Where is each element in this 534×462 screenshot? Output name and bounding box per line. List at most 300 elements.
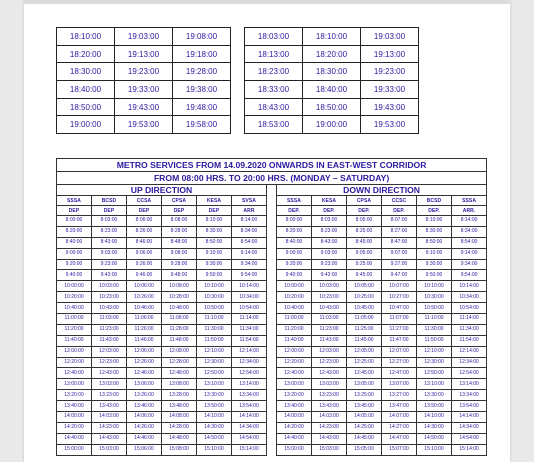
- top-right-timetable: [244, 27, 419, 134]
- down-type-header: DEP.: [312, 206, 347, 216]
- up-time-cell: 13:46:00: [127, 401, 162, 412]
- up-time-cell: 13:40:00: [57, 401, 92, 412]
- down-time-cell: 13:03:00: [312, 379, 347, 390]
- up-time-cell: 12:40:00: [57, 368, 92, 379]
- down-time-cell: 10:07:00: [382, 281, 417, 292]
- down-time-cell: 13:00:00: [277, 379, 312, 390]
- table-row: [57, 390, 487, 401]
- up-time-cell: 10:40:00: [57, 303, 92, 314]
- up-time-cell: 11:00:00: [57, 314, 92, 325]
- timetable-cell: 19:23:00: [115, 63, 173, 81]
- down-time-cell: 12:43:00: [312, 368, 347, 379]
- down-time-cell: 9:10:00: [417, 248, 452, 259]
- up-time-cell: 14:30:00: [197, 422, 232, 433]
- direction-gap: [267, 185, 277, 196]
- timetable-row: [245, 81, 419, 99]
- timetable-row: [57, 81, 231, 99]
- down-time-cell: 8:27:00: [382, 226, 417, 237]
- up-time-cell: 8:54:00: [232, 237, 267, 248]
- up-time-cell: 9:40:00: [57, 270, 92, 281]
- direction-gap: [267, 390, 277, 401]
- down-type-header: DEP.: [417, 206, 452, 216]
- up-time-cell: 8:40:00: [57, 237, 92, 248]
- timetable-row: [57, 98, 231, 116]
- up-time-cell: 8:28:00: [162, 226, 197, 237]
- up-time-cell: 10:48:00: [162, 303, 197, 314]
- up-time-cell: 13:20:00: [57, 390, 92, 401]
- up-time-cell: 13:30:00: [197, 390, 232, 401]
- direction-gap: [267, 368, 277, 379]
- down-time-cell: 15:10:00: [417, 444, 452, 455]
- down-time-cell: 10:50:00: [417, 303, 452, 314]
- down-time-cell: 8:07:00: [382, 216, 417, 227]
- down-time-cell: 11:23:00: [312, 324, 347, 335]
- table-row: [57, 335, 487, 346]
- up-time-cell: 11:50:00: [197, 335, 232, 346]
- down-time-cell: 9:40:00: [277, 270, 312, 281]
- up-time-cell: 9:10:00: [197, 248, 232, 259]
- down-time-cell: 12:45:00: [347, 368, 382, 379]
- down-time-cell: 13:40:00: [277, 401, 312, 412]
- timetable-cell: 19:03:00: [115, 28, 173, 46]
- table-row: [57, 346, 487, 357]
- direction-gap: [267, 444, 277, 455]
- up-type-header: DEP: [92, 206, 127, 216]
- up-time-cell: 9:28:00: [162, 259, 197, 270]
- timetable-cell: 19:28:00: [173, 63, 231, 81]
- down-time-cell: 8:05:00: [347, 216, 382, 227]
- down-time-cell: 11:27:00: [382, 324, 417, 335]
- down-time-cell: 14:43:00: [312, 433, 347, 444]
- up-time-cell: 8:34:00: [232, 226, 267, 237]
- down-time-cell: 14:23:00: [312, 422, 347, 433]
- timetable-cell: 18:43:00: [245, 98, 303, 116]
- up-time-cell: 10:28:00: [162, 292, 197, 303]
- down-time-cell: 13:45:00: [347, 401, 382, 412]
- up-time-cell: 11:06:00: [127, 314, 162, 325]
- down-time-cell: 15:03:00: [312, 444, 347, 455]
- table-row: [57, 412, 487, 423]
- up-time-cell: 10:54:00: [232, 303, 267, 314]
- down-time-cell: 10:20:00: [277, 292, 312, 303]
- up-type-header: ARR: [232, 206, 267, 216]
- timetable-cell: 19:53:00: [115, 116, 173, 134]
- down-time-cell: 11:00:00: [277, 314, 312, 325]
- up-time-cell: 13:23:00: [92, 390, 127, 401]
- up-time-cell: 12:30:00: [197, 357, 232, 368]
- up-time-cell: 14:50:00: [197, 433, 232, 444]
- timetable-cell: 19:00:00: [303, 116, 361, 134]
- table-row: [57, 292, 487, 303]
- table-row: [57, 303, 487, 314]
- down-time-cell: 11:40:00: [277, 335, 312, 346]
- timetable-cell: 18:30:00: [303, 63, 361, 81]
- down-time-cell: 13:25:00: [347, 390, 382, 401]
- up-time-cell: 11:14:00: [232, 314, 267, 325]
- up-time-cell: 13:48:00: [162, 401, 197, 412]
- down-time-cell: 15:07:00: [382, 444, 417, 455]
- down-time-cell: 13:30:00: [417, 390, 452, 401]
- down-time-cell: 14:27:00: [382, 422, 417, 433]
- down-time-cell: 14:25:00: [347, 422, 382, 433]
- up-type-header: DEP: [127, 206, 162, 216]
- up-time-cell: 8:08:00: [162, 216, 197, 227]
- up-time-cell: 12:48:00: [162, 368, 197, 379]
- table-row: [57, 314, 487, 325]
- up-time-cell: 10:43:00: [92, 303, 127, 314]
- timetable-cell: 18:40:00: [303, 81, 361, 99]
- down-time-cell: 8:45:00: [347, 237, 382, 248]
- up-time-cell: 9:26:00: [127, 259, 162, 270]
- up-time-cell: 12:28:00: [162, 357, 197, 368]
- up-station-header: CCSA: [127, 196, 162, 206]
- down-time-cell: 12:10:00: [417, 346, 452, 357]
- timetable-row: [57, 116, 231, 134]
- up-time-cell: 8:23:00: [92, 226, 127, 237]
- table-row: [57, 216, 487, 227]
- down-time-cell: 12:05:00: [347, 346, 382, 357]
- up-time-cell: 8:26:00: [127, 226, 162, 237]
- up-time-cell: 9:50:00: [197, 270, 232, 281]
- direction-gap: [267, 324, 277, 335]
- down-time-cell: 9:03:00: [312, 248, 347, 259]
- up-time-cell: 13:10:00: [197, 379, 232, 390]
- down-time-cell: 14:00:00: [277, 412, 312, 423]
- up-time-cell: 9:00:00: [57, 248, 92, 259]
- down-time-cell: 11:05:00: [347, 314, 382, 325]
- direction-gap: [267, 412, 277, 423]
- down-time-cell: 11:25:00: [347, 324, 382, 335]
- up-time-cell: 15:03:00: [92, 444, 127, 455]
- down-time-cell: 13:14:00: [452, 379, 487, 390]
- up-time-cell: 8:30:00: [197, 226, 232, 237]
- timetable-row: [57, 63, 231, 81]
- down-time-cell: 13:10:00: [417, 379, 452, 390]
- up-time-cell: 14:54:00: [232, 433, 267, 444]
- direction-gap: [267, 196, 277, 206]
- down-time-cell: 8:30:00: [417, 226, 452, 237]
- direction-gap: [267, 226, 277, 237]
- up-time-cell: 8:06:00: [127, 216, 162, 227]
- timetable-cell: 19:58:00: [173, 116, 231, 134]
- table-header-row: [57, 196, 487, 206]
- up-time-cell: 8:14:00: [232, 216, 267, 227]
- up-time-cell: 14:46:00: [127, 433, 162, 444]
- down-time-cell: 8:34:00: [452, 226, 487, 237]
- down-station-header: SSSA: [277, 196, 312, 206]
- up-time-cell: 8:43:00: [92, 237, 127, 248]
- up-station-header: KESA: [197, 196, 232, 206]
- up-time-cell: 11:43:00: [92, 335, 127, 346]
- up-type-header: DEP: [197, 206, 232, 216]
- down-time-cell: 10:00:00: [277, 281, 312, 292]
- up-type-header: DEP: [57, 206, 92, 216]
- direction-gap: [267, 259, 277, 270]
- down-type-header: DEP.: [382, 206, 417, 216]
- table-header-row: [57, 206, 487, 216]
- direction-gap: [267, 357, 277, 368]
- down-time-cell: 14:50:00: [417, 433, 452, 444]
- table-row: [57, 237, 487, 248]
- up-time-cell: 12:14:00: [232, 346, 267, 357]
- timetable-cell: 19:13:00: [361, 45, 419, 63]
- down-time-cell: 12:50:00: [417, 368, 452, 379]
- down-time-cell: 12:34:00: [452, 357, 487, 368]
- timetable-cell: 19:43:00: [361, 98, 419, 116]
- down-time-cell: 10:34:00: [452, 292, 487, 303]
- up-time-cell: 9:46:00: [127, 270, 162, 281]
- down-time-cell: 8:10:00: [417, 216, 452, 227]
- down-time-cell: 9:30:00: [417, 259, 452, 270]
- up-time-cell: 8:00:00: [57, 216, 92, 227]
- up-time-cell: 11:10:00: [197, 314, 232, 325]
- up-time-cell: 8:03:00: [92, 216, 127, 227]
- table-row: [57, 433, 487, 444]
- direction-gap: [267, 401, 277, 412]
- up-direction-label: UP DIRECTION: [57, 185, 267, 196]
- up-time-cell: 10:00:00: [57, 281, 92, 292]
- up-time-cell: 12:43:00: [92, 368, 127, 379]
- up-time-cell: 14:26:00: [127, 422, 162, 433]
- timetable-row: [245, 28, 419, 46]
- down-time-cell: 10:03:00: [312, 281, 347, 292]
- timetable-cell: 19:18:00: [173, 45, 231, 63]
- up-time-cell: 9:03:00: [92, 248, 127, 259]
- up-time-cell: 14:28:00: [162, 422, 197, 433]
- down-type-header: ARR.: [452, 206, 487, 216]
- up-time-cell: 9:43:00: [92, 270, 127, 281]
- up-time-cell: 8:48:00: [162, 237, 197, 248]
- timetable-cell: 19:43:00: [115, 98, 173, 116]
- up-time-cell: 9:20:00: [57, 259, 92, 270]
- direction-gap: [267, 433, 277, 444]
- down-time-cell: 13:23:00: [312, 390, 347, 401]
- up-time-cell: 12:26:00: [127, 357, 162, 368]
- down-time-cell: 12:14:00: [452, 346, 487, 357]
- down-time-cell: 12:07:00: [382, 346, 417, 357]
- up-time-cell: 14:20:00: [57, 422, 92, 433]
- table-row: [57, 401, 487, 412]
- down-time-cell: 14:47:00: [382, 433, 417, 444]
- up-time-cell: 14:34:00: [232, 422, 267, 433]
- table-row: [57, 281, 487, 292]
- up-time-cell: 15:00:00: [57, 444, 92, 455]
- down-time-cell: 11:20:00: [277, 324, 312, 335]
- up-time-cell: 9:30:00: [197, 259, 232, 270]
- down-type-header: DEP.: [277, 206, 312, 216]
- up-time-cell: 11:30:00: [197, 324, 232, 335]
- down-time-cell: 10:25:00: [347, 292, 382, 303]
- up-time-cell: 14:48:00: [162, 433, 197, 444]
- down-time-cell: 9:05:00: [347, 248, 382, 259]
- timetable-cell: 18:50:00: [57, 98, 115, 116]
- down-type-header: DEP.: [347, 206, 382, 216]
- down-time-cell: 10:23:00: [312, 292, 347, 303]
- up-time-cell: 10:10:00: [197, 281, 232, 292]
- down-time-cell: 11:43:00: [312, 335, 347, 346]
- up-time-cell: 10:23:00: [92, 292, 127, 303]
- down-time-cell: 14:14:00: [452, 412, 487, 423]
- down-time-cell: 14:20:00: [277, 422, 312, 433]
- down-time-cell: 13:47:00: [382, 401, 417, 412]
- down-time-cell: 12:23:00: [312, 357, 347, 368]
- up-time-cell: 15:14:00: [232, 444, 267, 455]
- down-time-cell: 14:40:00: [277, 433, 312, 444]
- up-time-cell: 12:54:00: [232, 368, 267, 379]
- metro-title-line2: FROM 08:00 HRS. TO 20:00 HRS. (MONDAY – SATURDAY): [57, 172, 487, 185]
- up-time-cell: 12:46:00: [127, 368, 162, 379]
- timetable-cell: 18:33:00: [245, 81, 303, 99]
- timetable-cell: 19:03:00: [361, 28, 419, 46]
- down-time-cell: 11:45:00: [347, 335, 382, 346]
- up-time-cell: 13:14:00: [232, 379, 267, 390]
- down-time-cell: 12:30:00: [417, 357, 452, 368]
- up-time-cell: 12:08:00: [162, 346, 197, 357]
- down-time-cell: 13:50:00: [417, 401, 452, 412]
- down-time-cell: 10:45:00: [347, 303, 382, 314]
- up-time-cell: 10:08:00: [162, 281, 197, 292]
- timetable-cell: 18:23:00: [245, 63, 303, 81]
- down-time-cell: 10:43:00: [312, 303, 347, 314]
- up-time-cell: 11:28:00: [162, 324, 197, 335]
- down-time-cell: 9:27:00: [382, 259, 417, 270]
- up-time-cell: 14:03:00: [92, 412, 127, 423]
- up-time-cell: 8:20:00: [57, 226, 92, 237]
- up-time-cell: 10:14:00: [232, 281, 267, 292]
- down-time-cell: 12:40:00: [277, 368, 312, 379]
- down-time-cell: 10:30:00: [417, 292, 452, 303]
- down-time-cell: 9:00:00: [277, 248, 312, 259]
- down-time-cell: 9:43:00: [312, 270, 347, 281]
- up-time-cell: 12:00:00: [57, 346, 92, 357]
- timetable-cell: 18:20:00: [303, 45, 361, 63]
- up-time-cell: 10:20:00: [57, 292, 92, 303]
- down-time-cell: 13:05:00: [347, 379, 382, 390]
- up-time-cell: 11:48:00: [162, 335, 197, 346]
- top-left-timetable: [56, 27, 231, 134]
- down-time-cell: 8:25:00: [347, 226, 382, 237]
- up-time-cell: 12:03:00: [92, 346, 127, 357]
- up-time-cell: 10:34:00: [232, 292, 267, 303]
- down-time-cell: 13:20:00: [277, 390, 312, 401]
- down-time-cell: 10:47:00: [382, 303, 417, 314]
- up-time-cell: 11:40:00: [57, 335, 92, 346]
- down-time-cell: 10:10:00: [417, 281, 452, 292]
- down-direction-label: DOWN DIRECTION: [277, 185, 487, 196]
- down-time-cell: 13:43:00: [312, 401, 347, 412]
- down-time-cell: 8:03:00: [312, 216, 347, 227]
- table-row: [57, 226, 487, 237]
- up-time-cell: 13:50:00: [197, 401, 232, 412]
- direction-gap: [267, 303, 277, 314]
- down-time-cell: 13:54:00: [452, 401, 487, 412]
- down-time-cell: 9:34:00: [452, 259, 487, 270]
- down-time-cell: 12:00:00: [277, 346, 312, 357]
- up-time-cell: 14:43:00: [92, 433, 127, 444]
- timetable-cell: 19:33:00: [361, 81, 419, 99]
- down-station-header: CCSC: [382, 196, 417, 206]
- up-time-cell: 9:14:00: [232, 248, 267, 259]
- table-row: [57, 259, 487, 270]
- timetable-cell: 18:50:00: [303, 98, 361, 116]
- timetable-cell: 18:20:00: [57, 45, 115, 63]
- up-time-cell: 12:06:00: [127, 346, 162, 357]
- timetable-row: [245, 63, 419, 81]
- up-time-cell: 12:34:00: [232, 357, 267, 368]
- down-time-cell: 10:05:00: [347, 281, 382, 292]
- timetable-cell: 19:33:00: [115, 81, 173, 99]
- timetable-row: [57, 28, 231, 46]
- down-time-cell: 9:54:00: [452, 270, 487, 281]
- up-time-cell: 13:28:00: [162, 390, 197, 401]
- timetable-cell: 19:23:00: [361, 63, 419, 81]
- down-time-cell: 8:43:00: [312, 237, 347, 248]
- direction-gap: [267, 292, 277, 303]
- up-time-cell: 8:46:00: [127, 237, 162, 248]
- down-station-header: SSSA: [452, 196, 487, 206]
- down-time-cell: 11:03:00: [312, 314, 347, 325]
- down-time-cell: 12:54:00: [452, 368, 487, 379]
- up-time-cell: 11:46:00: [127, 335, 162, 346]
- direction-gap: [267, 248, 277, 259]
- timetable-cell: 18:13:00: [245, 45, 303, 63]
- down-time-cell: 10:40:00: [277, 303, 312, 314]
- down-time-cell: 15:05:00: [347, 444, 382, 455]
- up-time-cell: 15:10:00: [197, 444, 232, 455]
- down-time-cell: 13:27:00: [382, 390, 417, 401]
- down-time-cell: 14:03:00: [312, 412, 347, 423]
- timetable-cell: 18:10:00: [303, 28, 361, 46]
- down-time-cell: 15:14:00: [452, 444, 487, 455]
- down-time-cell: 8:14:00: [452, 216, 487, 227]
- up-time-cell: 14:14:00: [232, 412, 267, 423]
- up-time-cell: 13:03:00: [92, 379, 127, 390]
- down-time-cell: 9:20:00: [277, 259, 312, 270]
- down-time-cell: 14:05:00: [347, 412, 382, 423]
- up-time-cell: 8:10:00: [197, 216, 232, 227]
- up-time-cell: 9:08:00: [162, 248, 197, 259]
- down-time-cell: 11:10:00: [417, 314, 452, 325]
- down-time-cell: 14:10:00: [417, 412, 452, 423]
- up-time-cell: 13:08:00: [162, 379, 197, 390]
- timetable-cell: 19:53:00: [361, 116, 419, 134]
- up-time-cell: 12:23:00: [92, 357, 127, 368]
- down-time-cell: 11:47:00: [382, 335, 417, 346]
- direction-gap: [267, 270, 277, 281]
- up-time-cell: 13:26:00: [127, 390, 162, 401]
- up-time-cell: 9:48:00: [162, 270, 197, 281]
- down-station-header: KESA: [312, 196, 347, 206]
- down-time-cell: 11:50:00: [417, 335, 452, 346]
- down-time-cell: 14:34:00: [452, 422, 487, 433]
- table-row: [57, 357, 487, 368]
- down-time-cell: 8:54:00: [452, 237, 487, 248]
- up-time-cell: 11:08:00: [162, 314, 197, 325]
- up-time-cell: 14:23:00: [92, 422, 127, 433]
- table-row: [57, 248, 487, 259]
- down-time-cell: 9:14:00: [452, 248, 487, 259]
- direction-gap: [267, 314, 277, 325]
- up-time-cell: 10:46:00: [127, 303, 162, 314]
- up-time-cell: 8:50:00: [197, 237, 232, 248]
- down-time-cell: 14:45:00: [347, 433, 382, 444]
- up-time-cell: 14:06:00: [127, 412, 162, 423]
- up-time-cell: 15:08:00: [162, 444, 197, 455]
- timetable-cell: 18:03:00: [245, 28, 303, 46]
- direction-gap: [267, 206, 277, 216]
- up-time-cell: 9:06:00: [127, 248, 162, 259]
- up-time-cell: 9:54:00: [232, 270, 267, 281]
